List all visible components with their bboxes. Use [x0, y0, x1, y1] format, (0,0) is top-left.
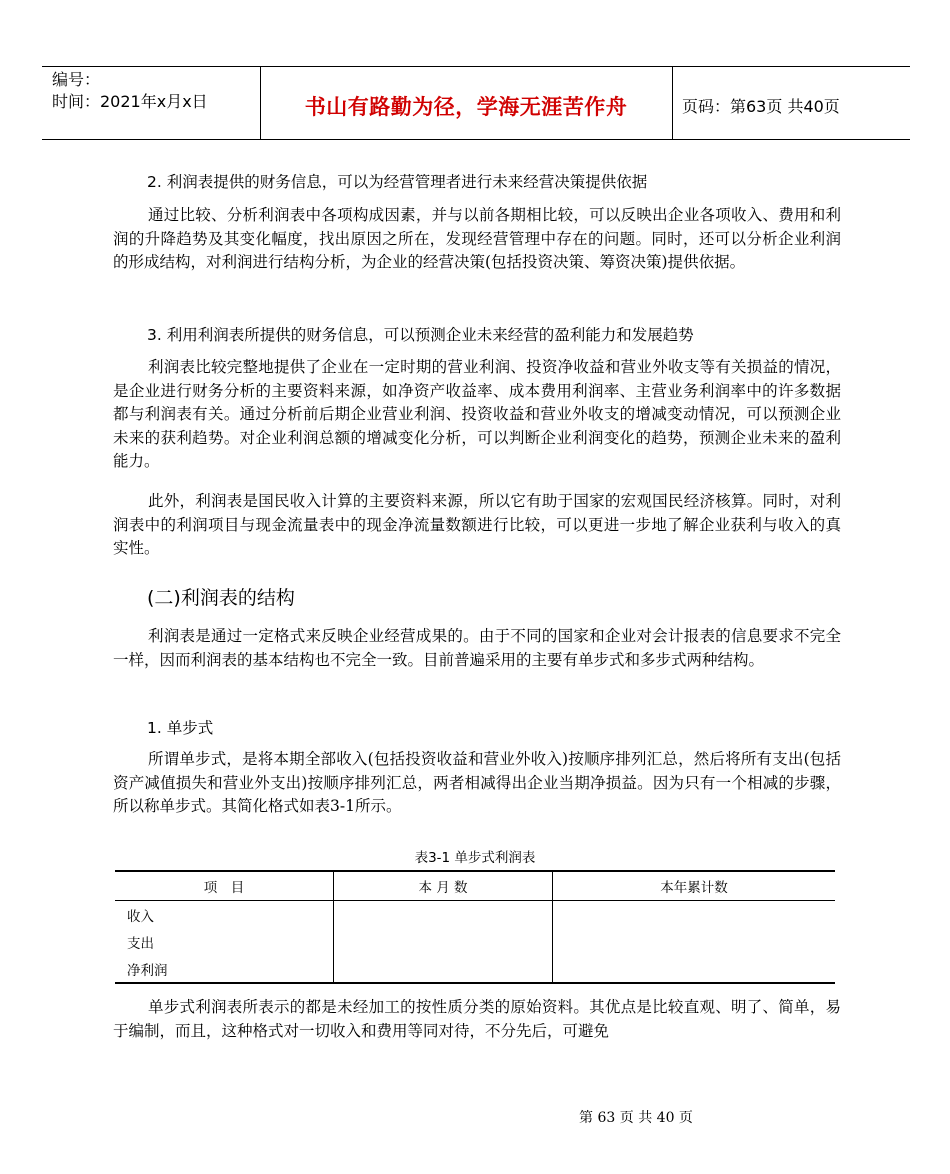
table-cell: 支出: [127, 935, 154, 952]
section-title: (二)利润表的结构: [147, 587, 295, 609]
table-header-row: [115, 871, 835, 901]
table-caption: 表3-1 单步式利润表: [414, 850, 536, 866]
paragraph: 所谓单步式，是将本期全部收入(包括投资收益和营业外收入)按顺序排列汇总，然后将所有支出(包括资产减值损失和营业外支出)按顺序排列汇总，两者相减得出企业当期净损益。因为只有一个相减的步骤，所以称单步式。其简化格式如表3-1所示。: [113, 750, 841, 816]
paragraph: 通过比较、分析利润表中各项构成因素，并与以前各期相比较，可以反映出企业各项收入、费用和利润的升降趋势及其变化幅度，找出原因之所在，发现经营管理中存在的问题。同时，还可以分析企业利润的形成结构，对利润进行结构分析，为企业的经营决策(包括投资决策、筹资决策)提供依据。: [113, 206, 841, 272]
table-cell: [553, 901, 836, 929]
table-cell: [334, 955, 553, 983]
document-date: 时间：2021年x月x日: [52, 92, 208, 111]
page-number: 第 63 页 共 40 页: [579, 1110, 693, 1126]
table-cell: 收入: [127, 908, 154, 925]
column-header: 本 月 数: [334, 871, 553, 901]
paragraph: 利润表比较完整地提供了企业在一定时期的营业利润、投资净收益和营业外收支等有关损益的情况，是企业进行财务分析的主要资料来源，如净资产收益率、成本费用利润率、主营业务利润率中的许多数据都与利润表有关。通过分析前后期企业营业利润、投资收益和营业外收支的增减变动情况，可以预测企业未来的获利趋势。对企业利润总额的增减变化分析，可以判断企业利润变化的趋势，预测企业未来的盈利能力。: [113, 358, 841, 471]
header-page-info: 页码：第63页 共40页: [682, 97, 840, 116]
income-statement-table: [115, 870, 835, 984]
page-footer: [0, 1107, 950, 1127]
header-divider: [672, 67, 673, 139]
table-cell: [334, 928, 553, 955]
subheading-single-step: 1. 单步式: [147, 719, 214, 737]
column-header: 本年累计数: [553, 871, 836, 901]
table-cell: [553, 928, 836, 955]
page-header: [42, 66, 910, 140]
paragraph: 此外，利润表是国民收入计算的主要资料来源，所以它有助于国家的宏观国民经济核算。同时，对利润表中的利润项目与现金流量表中的现金净流量数额进行比较，可以更进一步地了解企业获利与收入的真实性。: [113, 492, 841, 558]
table-row: [115, 901, 835, 929]
header-motto: 书山有路勤为径，学海无涯苦作舟: [304, 95, 628, 119]
column-header: 项 目: [115, 871, 334, 901]
table-row: [115, 955, 835, 983]
document-number: 编号：: [52, 70, 101, 89]
paragraph: 利润表是通过一定格式来反映企业经营成果的。由于不同的国家和企业对会计报表的信息要求不完全一样，因而利润表的基本结构也不完全一致。目前普遍采用的主要有单步式和多步式两种结构。: [113, 627, 841, 669]
table-cell: 净利润: [115, 955, 334, 983]
table-row: [115, 928, 835, 955]
header-meta: [52, 69, 208, 113]
table-cell: [334, 901, 553, 929]
subheading-2: 2. 利润表提供的财务信息，可以为经营管理者进行未来经营决策提供依据: [147, 173, 648, 191]
subheading-3: 3. 利用利润表所提供的财务信息，可以预测企业未来经营的盈利能力和发展趋势: [147, 326, 694, 344]
paragraph: 单步式利润表所表示的都是未经加工的按性质分类的原始资料。其优点是比较直观、明了、简单，易于编制，而且，这种格式对一切收入和费用等同对待，不分先后，可避免: [113, 998, 841, 1040]
table-cell: [553, 955, 836, 983]
